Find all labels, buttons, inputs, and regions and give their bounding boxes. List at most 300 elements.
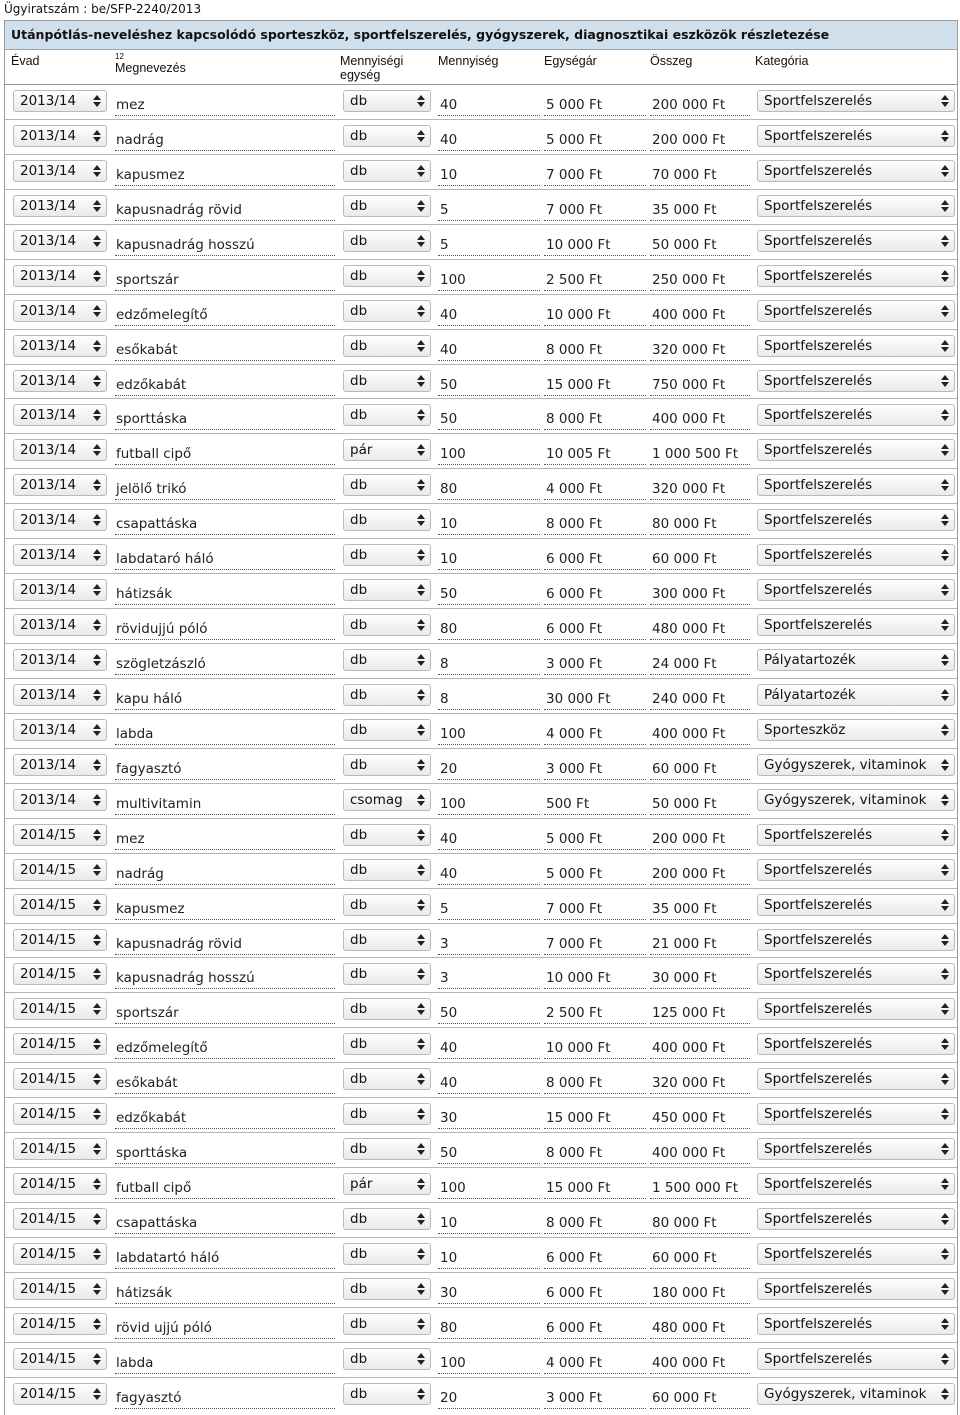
- unit-select[interactable]: [343, 195, 431, 217]
- select-arrows-icon: [93, 653, 101, 667]
- item-rows: [5, 85, 957, 1413]
- quantity-field[interactable]: 30: [438, 1108, 540, 1129]
- table-row: [5, 714, 957, 749]
- quantity-field[interactable]: 100: [438, 444, 540, 465]
- total-field[interactable]: 35 000 Ft: [650, 899, 750, 920]
- season-select[interactable]: [13, 1208, 107, 1230]
- unit-select[interactable]: [343, 300, 431, 322]
- category-select[interactable]: [757, 509, 955, 531]
- name-field[interactable]: labda: [115, 724, 335, 745]
- quantity-field[interactable]: 10: [438, 1213, 540, 1234]
- unit-select[interactable]: [343, 1313, 431, 1335]
- quantity-field[interactable]: 50: [438, 1003, 540, 1024]
- category-select[interactable]: [757, 929, 955, 951]
- category-select[interactable]: [757, 370, 955, 392]
- quantity-field[interactable]: 40: [438, 95, 540, 116]
- quantity-field[interactable]: 10: [438, 165, 540, 186]
- category-select[interactable]: [757, 1243, 955, 1265]
- unit-select[interactable]: [343, 404, 431, 426]
- category-select[interactable]: [757, 1068, 955, 1090]
- unit-price-field[interactable]: 3 000 Ft: [544, 759, 646, 780]
- category-select[interactable]: [757, 300, 955, 322]
- total-field[interactable]: 250 000 Ft: [650, 270, 750, 291]
- name-field[interactable]: kapusmez: [115, 899, 335, 920]
- name-field[interactable]: kapu háló: [115, 689, 335, 710]
- name-field[interactable]: esőkabát: [115, 340, 335, 361]
- total-field[interactable]: 80 000 Ft: [650, 514, 750, 535]
- unit-price-field[interactable]: 4 000 Ft: [544, 479, 646, 500]
- season-select[interactable]: [13, 1243, 107, 1265]
- season-select[interactable]: [13, 1068, 107, 1090]
- total-field[interactable]: 60 000 Ft: [650, 1248, 750, 1269]
- quantity-field[interactable]: 3: [438, 934, 540, 955]
- quantity-field[interactable]: 10: [438, 549, 540, 570]
- name-field[interactable]: sporttáska: [115, 409, 335, 430]
- season-select[interactable]: [13, 265, 107, 287]
- category-select[interactable]: [757, 894, 955, 916]
- unit-select[interactable]: [343, 474, 431, 496]
- unit-price-field[interactable]: 7 000 Ft: [544, 934, 646, 955]
- category-value: Sportfelszerelés: [764, 267, 873, 284]
- season-select[interactable]: [13, 719, 107, 741]
- unit-select[interactable]: [343, 125, 431, 147]
- unit-price-field[interactable]: 8 000 Ft: [544, 340, 646, 361]
- name-field[interactable]: kapusnadrág hosszú: [115, 968, 335, 989]
- total-field[interactable]: 24 000 Ft: [650, 654, 750, 675]
- unit-select[interactable]: [343, 859, 431, 881]
- unit-price-field[interactable]: 7 000 Ft: [544, 899, 646, 920]
- name-field[interactable]: edzőmelegítő: [115, 305, 335, 326]
- name-field[interactable]: edzőkabát: [115, 375, 335, 396]
- name-field[interactable]: rövid ujjú póló: [115, 1318, 335, 1339]
- unit-price-field[interactable]: 2 500 Ft: [544, 1003, 646, 1024]
- quantity-field[interactable]: 5: [438, 235, 540, 256]
- unit-price-field[interactable]: 3 000 Ft: [544, 654, 646, 675]
- total-field[interactable]: 400 000 Ft: [650, 409, 750, 430]
- select-arrows-icon: [941, 618, 949, 632]
- name-field[interactable]: nadrág: [115, 130, 335, 151]
- quantity-field[interactable]: 40: [438, 305, 540, 326]
- total-field[interactable]: 400 000 Ft: [650, 1353, 750, 1374]
- unit-price-field[interactable]: 10 000 Ft: [544, 235, 646, 256]
- season-select[interactable]: [13, 1033, 107, 1055]
- unit-select[interactable]: [343, 370, 431, 392]
- quantity-field[interactable]: 40: [438, 829, 540, 850]
- name-field[interactable]: futball cipő: [115, 1178, 335, 1199]
- unit-select[interactable]: [343, 719, 431, 741]
- name-field[interactable]: szögletzászló: [115, 654, 335, 675]
- quantity-field[interactable]: 20: [438, 1388, 540, 1409]
- total-field[interactable]: 125 000 Ft: [650, 1003, 750, 1024]
- category-select[interactable]: [757, 1033, 955, 1055]
- category-select[interactable]: [757, 1348, 955, 1370]
- name-field[interactable]: esőkabát: [115, 1073, 335, 1094]
- unit-value: db: [350, 197, 368, 214]
- unit-price-field[interactable]: 15 000 Ft: [544, 1108, 646, 1129]
- season-select[interactable]: [13, 579, 107, 601]
- select-arrows-icon: [93, 1387, 101, 1401]
- total-field[interactable]: 400 000 Ft: [650, 724, 750, 745]
- quantity-field[interactable]: 40: [438, 1073, 540, 1094]
- unit-select[interactable]: [343, 160, 431, 182]
- total-field[interactable]: 400 000 Ft: [650, 1038, 750, 1059]
- total-field[interactable]: 320 000 Ft: [650, 340, 750, 361]
- total-field[interactable]: 180 000 Ft: [650, 1283, 750, 1304]
- unit-select[interactable]: [343, 1173, 431, 1195]
- total-field[interactable]: 480 000 Ft: [650, 619, 750, 640]
- unit-select[interactable]: [343, 894, 431, 916]
- select-arrows-icon: [93, 1002, 101, 1016]
- season-select[interactable]: [13, 684, 107, 706]
- unit-select[interactable]: [343, 1033, 431, 1055]
- quantity-field[interactable]: 80: [438, 619, 540, 640]
- name-field[interactable]: mez: [115, 95, 335, 116]
- total-field[interactable]: 60 000 Ft: [650, 1388, 750, 1409]
- season-value: 2014/15: [20, 1280, 77, 1297]
- name-field[interactable]: hátizsák: [115, 584, 335, 605]
- category-select[interactable]: [757, 195, 955, 217]
- category-select[interactable]: [757, 649, 955, 671]
- select-arrows-icon: [93, 1142, 101, 1156]
- quantity-field[interactable]: 40: [438, 130, 540, 151]
- season-select[interactable]: [13, 160, 107, 182]
- total-field[interactable]: 1 000 500 Ft: [650, 444, 750, 465]
- category-select[interactable]: [757, 90, 955, 112]
- unit-select[interactable]: [343, 998, 431, 1020]
- total-field[interactable]: 60 000 Ft: [650, 759, 750, 780]
- quantity-field[interactable]: 3: [438, 968, 540, 989]
- unit-select[interactable]: [343, 265, 431, 287]
- name-field[interactable]: sporttáska: [115, 1143, 335, 1164]
- unit-price-field[interactable]: 30 000 Ft: [544, 689, 646, 710]
- total-field[interactable]: 200 000 Ft: [650, 864, 750, 885]
- unit-price-field[interactable]: 8 000 Ft: [544, 409, 646, 430]
- category-select[interactable]: [757, 265, 955, 287]
- total-field[interactable]: 400 000 Ft: [650, 1143, 750, 1164]
- total-field[interactable]: 480 000 Ft: [650, 1318, 750, 1339]
- season-select[interactable]: [13, 614, 107, 636]
- quantity-field[interactable]: 100: [438, 1178, 540, 1199]
- total-field[interactable]: 50 000 Ft: [650, 235, 750, 256]
- name-field[interactable]: labdataró háló: [115, 549, 335, 570]
- quantity-field[interactable]: 80: [438, 1318, 540, 1339]
- total-field[interactable]: 320 000 Ft: [650, 479, 750, 500]
- unit-select[interactable]: [343, 649, 431, 671]
- name-field[interactable]: nadrág: [115, 864, 335, 885]
- category-select[interactable]: [757, 160, 955, 182]
- quantity-field[interactable]: 30: [438, 1283, 540, 1304]
- name-field[interactable]: multivitamin: [115, 794, 335, 815]
- unit-select[interactable]: [343, 544, 431, 566]
- season-select[interactable]: [13, 544, 107, 566]
- total-field[interactable]: 70 000 Ft: [650, 165, 750, 186]
- name-field[interactable]: sportszár: [115, 270, 335, 291]
- unit-select[interactable]: [343, 579, 431, 601]
- quantity-field[interactable]: 100: [438, 794, 540, 815]
- unit-price-field[interactable]: 6 000 Ft: [544, 1248, 646, 1269]
- total-field[interactable]: 200 000 Ft: [650, 130, 750, 151]
- unit-value: db: [350, 93, 368, 109]
- name-field[interactable]: kapusnadrág rövid: [115, 934, 335, 955]
- name-field[interactable]: hátizsák: [115, 1283, 335, 1304]
- name-field[interactable]: labda: [115, 1353, 335, 1374]
- category-select[interactable]: [757, 544, 955, 566]
- season-select[interactable]: [13, 1103, 107, 1125]
- name-field[interactable]: fagyasztó: [115, 759, 335, 780]
- quantity-field[interactable]: 100: [438, 1353, 540, 1374]
- total-field[interactable]: 80 000 Ft: [650, 1213, 750, 1234]
- category-select[interactable]: [757, 125, 955, 147]
- unit-price-field[interactable]: 8 000 Ft: [544, 514, 646, 535]
- unit-select[interactable]: [343, 789, 431, 811]
- category-select[interactable]: [757, 998, 955, 1020]
- quantity-field[interactable]: 10: [438, 514, 540, 535]
- unit-price-field[interactable]: 7 000 Ft: [544, 200, 646, 221]
- total-field[interactable]: 60 000 Ft: [650, 549, 750, 570]
- unit-value: db: [350, 1211, 368, 1227]
- season-select[interactable]: [13, 509, 107, 531]
- season-select[interactable]: [13, 404, 107, 426]
- quantity-field[interactable]: 40: [438, 1038, 540, 1059]
- season-select[interactable]: [13, 300, 107, 322]
- quantity-field[interactable]: 40: [438, 340, 540, 361]
- unit-price-field[interactable]: 6 000 Ft: [544, 1283, 646, 1304]
- quantity-field[interactable]: 100: [438, 270, 540, 291]
- name-field[interactable]: edzőmelegítő: [115, 1038, 335, 1059]
- unit-select[interactable]: [343, 754, 431, 776]
- select-arrows-icon: [417, 548, 425, 562]
- category-select[interactable]: [757, 1313, 955, 1335]
- unit-select[interactable]: [343, 614, 431, 636]
- total-field[interactable]: 200 000 Ft: [650, 95, 750, 116]
- unit-price-field[interactable]: 7 000 Ft: [544, 165, 646, 186]
- category-select[interactable]: [757, 719, 955, 741]
- unit-price-field[interactable]: 6 000 Ft: [544, 584, 646, 605]
- unit-select[interactable]: [343, 1208, 431, 1230]
- unit-select[interactable]: [343, 509, 431, 531]
- total-field[interactable]: 400 000 Ft: [650, 305, 750, 326]
- unit-price-field[interactable]: 5 000 Ft: [544, 95, 646, 116]
- name-field[interactable]: csapattáska: [115, 514, 335, 535]
- select-arrows-icon: [941, 199, 949, 213]
- category-value: Sportfelszerelés: [764, 1141, 873, 1158]
- name-field[interactable]: futball cipő: [115, 444, 335, 465]
- name-field[interactable]: rövidujjú póló: [115, 619, 335, 640]
- name-field[interactable]: kapusnadrág hosszú: [115, 235, 335, 256]
- season-select[interactable]: [13, 824, 107, 846]
- category-select[interactable]: [757, 230, 955, 252]
- quantity-field[interactable]: 5: [438, 200, 540, 221]
- quantity-field[interactable]: 100: [438, 724, 540, 745]
- unit-select[interactable]: [343, 90, 431, 112]
- total-field[interactable]: 21 000 Ft: [650, 934, 750, 955]
- category-select[interactable]: [757, 439, 955, 461]
- season-select[interactable]: [13, 963, 107, 985]
- season-select[interactable]: [13, 1138, 107, 1160]
- category-select[interactable]: [757, 1173, 955, 1195]
- total-field[interactable]: 300 000 Ft: [650, 584, 750, 605]
- category-select[interactable]: [757, 404, 955, 426]
- quantity-field[interactable]: 80: [438, 479, 540, 500]
- category-select[interactable]: [757, 789, 955, 811]
- quantity-field[interactable]: 50: [438, 584, 540, 605]
- total-field[interactable]: 30 000 Ft: [650, 968, 750, 989]
- unit-value: db: [350, 127, 368, 144]
- unit-select[interactable]: [343, 230, 431, 252]
- unit-value: db: [350, 861, 368, 878]
- unit-price-field[interactable]: 10 000 Ft: [544, 968, 646, 989]
- name-field[interactable]: fagyasztó: [115, 1388, 335, 1409]
- quantity-field[interactable]: 5: [438, 899, 540, 920]
- unit-price-field[interactable]: 4 000 Ft: [544, 1353, 646, 1374]
- season-select[interactable]: [13, 90, 107, 112]
- unit-select[interactable]: [343, 684, 431, 706]
- unit-select[interactable]: [343, 963, 431, 985]
- unit-price-field[interactable]: 5 000 Ft: [544, 864, 646, 885]
- quantity-field[interactable]: 50: [438, 1143, 540, 1164]
- unit-price-field[interactable]: 2 500 Ft: [544, 270, 646, 291]
- unit-price-field[interactable]: 10 005 Ft: [544, 444, 646, 465]
- unit-price-field[interactable]: 6 000 Ft: [544, 549, 646, 570]
- category-select[interactable]: [757, 335, 955, 357]
- unit-select[interactable]: [343, 1383, 431, 1405]
- quantity-field[interactable]: 50: [438, 375, 540, 396]
- unit-price-field[interactable]: 500 Ft: [544, 794, 646, 815]
- unit-price-field[interactable]: 10 000 Ft: [544, 305, 646, 326]
- season-select[interactable]: [13, 894, 107, 916]
- unit-select[interactable]: [343, 1103, 431, 1125]
- name-field[interactable]: kapusnadrág rövid: [115, 200, 335, 221]
- season-select[interactable]: [13, 1383, 107, 1405]
- total-field[interactable]: 750 000 Ft: [650, 375, 750, 396]
- total-field[interactable]: 450 000 Ft: [650, 1108, 750, 1129]
- select-arrows-icon: [93, 408, 101, 422]
- select-arrows-icon: [941, 1352, 949, 1366]
- unit-price-field[interactable]: 8 000 Ft: [544, 1073, 646, 1094]
- season-select[interactable]: [13, 789, 107, 811]
- select-arrows-icon: [941, 1387, 949, 1401]
- season-select[interactable]: [13, 1173, 107, 1195]
- total-field[interactable]: 320 000 Ft: [650, 1073, 750, 1094]
- unit-price-field[interactable]: 10 000 Ft: [544, 1038, 646, 1059]
- quantity-field[interactable]: 40: [438, 864, 540, 885]
- select-arrows-icon: [417, 933, 425, 947]
- season-select[interactable]: [13, 230, 107, 252]
- total-field[interactable]: 50 000 Ft: [650, 794, 750, 815]
- select-arrows-icon: [417, 1107, 425, 1121]
- unit-value: db: [350, 756, 368, 773]
- name-field[interactable]: jelölő trikó: [115, 479, 335, 500]
- season-select[interactable]: [13, 335, 107, 357]
- category-select[interactable]: [757, 859, 955, 881]
- unit-price-field[interactable]: 8 000 Ft: [544, 1143, 646, 1164]
- unit-price-field[interactable]: 3 000 Ft: [544, 1388, 646, 1409]
- season-select[interactable]: [13, 859, 107, 881]
- unit-price-field[interactable]: 5 000 Ft: [544, 829, 646, 850]
- unit-price-field[interactable]: 5 000 Ft: [544, 130, 646, 151]
- season-select[interactable]: [13, 439, 107, 461]
- unit-select[interactable]: [343, 335, 431, 357]
- category-select[interactable]: [757, 963, 955, 985]
- quantity-field[interactable]: 8: [438, 654, 540, 675]
- season-select[interactable]: [13, 474, 107, 496]
- total-field[interactable]: 240 000 Ft: [650, 689, 750, 710]
- quantity-field[interactable]: 20: [438, 759, 540, 780]
- unit-price-field[interactable]: 6 000 Ft: [544, 619, 646, 640]
- name-field[interactable]: kapusmez: [115, 165, 335, 186]
- season-select[interactable]: [13, 1278, 107, 1300]
- name-field[interactable]: labdatartó háló: [115, 1248, 335, 1269]
- quantity-field[interactable]: 50: [438, 409, 540, 430]
- unit-price-field[interactable]: 15 000 Ft: [544, 375, 646, 396]
- unit-price-field[interactable]: 6 000 Ft: [544, 1318, 646, 1339]
- quantity-field[interactable]: 8: [438, 689, 540, 710]
- unit-select[interactable]: [343, 1138, 431, 1160]
- name-field[interactable]: edzőkabát: [115, 1108, 335, 1129]
- unit-select[interactable]: [343, 1243, 431, 1265]
- unit-select[interactable]: [343, 824, 431, 846]
- category-select[interactable]: [757, 1208, 955, 1230]
- select-arrows-icon: [93, 1212, 101, 1226]
- unit-price-field[interactable]: 15 000 Ft: [544, 1178, 646, 1199]
- quantity-field[interactable]: 10: [438, 1248, 540, 1269]
- table-row: [5, 260, 957, 295]
- total-field[interactable]: 1 500 000 Ft: [650, 1178, 750, 1199]
- season-value: 2013/14: [20, 791, 77, 808]
- category-select[interactable]: [757, 754, 955, 776]
- season-value: 2014/15: [20, 1385, 77, 1402]
- season-value: 2013/14: [20, 127, 77, 144]
- category-select[interactable]: [757, 614, 955, 636]
- table-row: [5, 749, 957, 784]
- name-field[interactable]: mez: [115, 829, 335, 850]
- select-arrows-icon: [93, 828, 101, 842]
- season-select[interactable]: [13, 195, 107, 217]
- total-field[interactable]: 200 000 Ft: [650, 829, 750, 850]
- category-select[interactable]: [757, 824, 955, 846]
- total-field[interactable]: 35 000 Ft: [650, 200, 750, 221]
- category-select[interactable]: [757, 579, 955, 601]
- category-select[interactable]: [757, 1278, 955, 1300]
- season-value: 2013/14: [20, 582, 77, 599]
- unit-price-field[interactable]: 8 000 Ft: [544, 1213, 646, 1234]
- category-select[interactable]: [757, 684, 955, 706]
- season-select[interactable]: [13, 370, 107, 392]
- season-select[interactable]: [13, 1313, 107, 1335]
- season-select[interactable]: [13, 649, 107, 671]
- select-arrows-icon: [417, 374, 425, 388]
- unit-select[interactable]: [343, 439, 431, 461]
- unit-select[interactable]: [343, 1348, 431, 1370]
- category-select[interactable]: [757, 1138, 955, 1160]
- category-select[interactable]: [757, 474, 955, 496]
- season-select[interactable]: [13, 754, 107, 776]
- name-field[interactable]: sportszár: [115, 1003, 335, 1024]
- season-select[interactable]: [13, 998, 107, 1020]
- season-select[interactable]: [13, 1348, 107, 1370]
- season-select[interactable]: [13, 125, 107, 147]
- season-value: 2013/14: [20, 267, 77, 284]
- unit-price-field[interactable]: 4 000 Ft: [544, 724, 646, 745]
- unit-select[interactable]: [343, 929, 431, 951]
- select-arrows-icon: [93, 304, 101, 318]
- category-select[interactable]: [757, 1103, 955, 1125]
- unit-select[interactable]: [343, 1278, 431, 1300]
- category-select[interactable]: [757, 1383, 955, 1405]
- unit-select[interactable]: [343, 1068, 431, 1090]
- season-select[interactable]: [13, 929, 107, 951]
- name-field[interactable]: csapattáska: [115, 1213, 335, 1234]
